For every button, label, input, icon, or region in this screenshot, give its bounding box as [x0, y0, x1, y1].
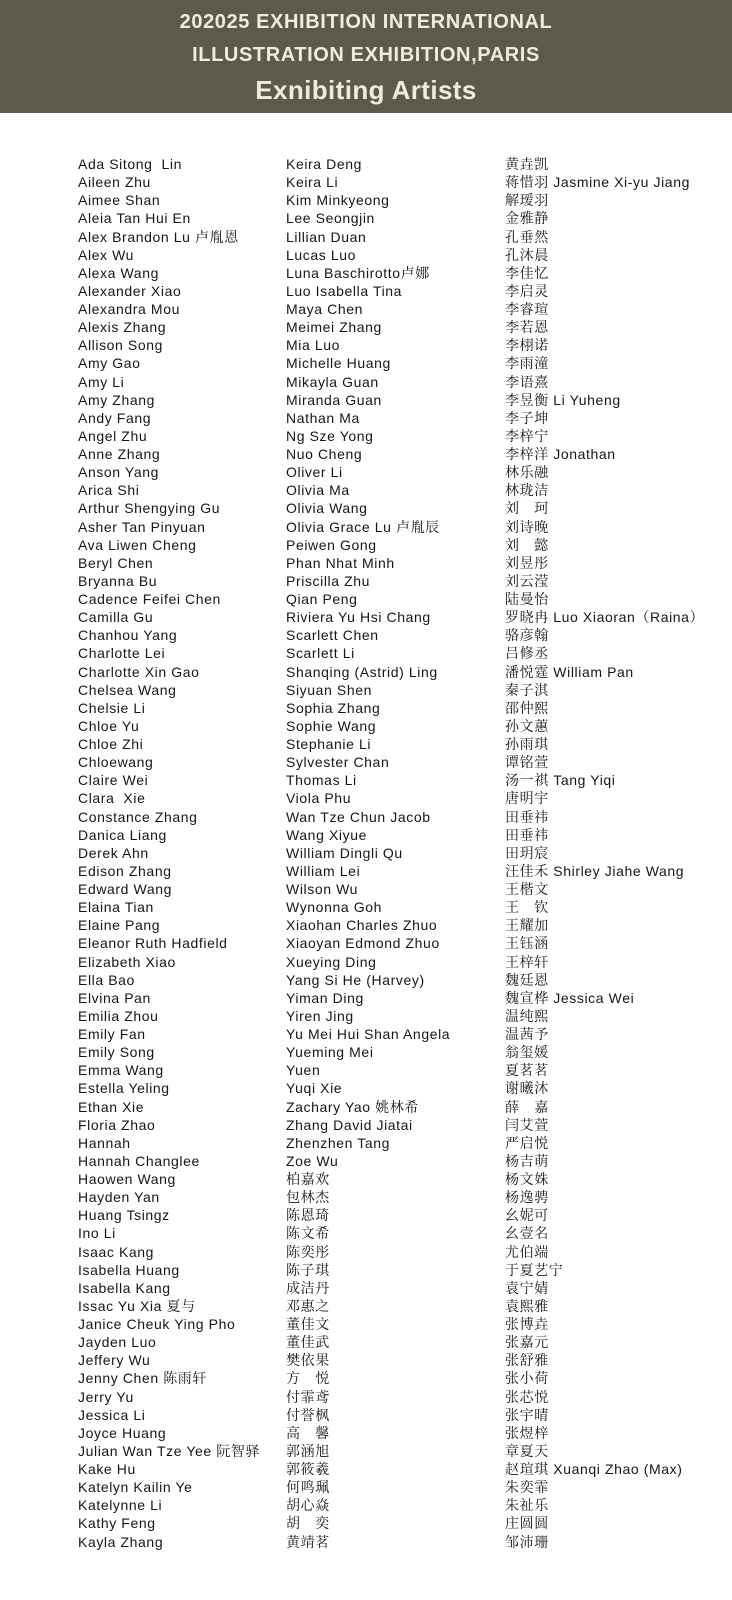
artist-name: 林珑洁 — [505, 482, 549, 499]
artist-name: 蒋惜羽 Jasmine Xi-yu Jiang — [505, 174, 690, 191]
artist-name: Jenny Chen 陈雨轩 — [78, 1370, 208, 1387]
artist-column-1 — [78, 155, 286, 1551]
artist-name: 李睿瑄 — [505, 301, 549, 317]
artist-name: Emma Wang — [78, 1062, 164, 1079]
artist-name: 孙文蕙 — [505, 717, 549, 734]
artist-name: 李昱衡 Li Yuheng — [505, 391, 621, 408]
artist-name: William Dingli Qu — [286, 844, 403, 861]
artist-name: Alex Brandon Lu 卢胤恩 — [78, 228, 239, 245]
artist-name: Elizabeth Xiao — [78, 953, 176, 970]
artist-name: Hannah — [78, 1134, 131, 1151]
artist-name: 邹沛珊 — [505, 1533, 549, 1550]
artist-name: 翁玺媛 — [505, 1044, 549, 1061]
artist-name: Yueming Mei — [286, 1044, 374, 1061]
artist-name: 李子坤 — [505, 409, 549, 426]
artist-name: Isaac Kang — [78, 1243, 155, 1260]
artist-name: Huang Tsingz — [78, 1207, 170, 1224]
artist-name: 黄垚凯 — [505, 156, 549, 172]
artist-name: Maya Chen — [286, 301, 363, 317]
artist-name: Chloe Yu — [78, 717, 140, 734]
artist-name: Allison Song — [78, 337, 164, 354]
exhibition-title-line1: 202025 EXHIBITION INTERNATIONAL — [179, 11, 553, 33]
artist-name: Stephanie Li — [286, 736, 372, 752]
artist-name: 何鸣珮 — [286, 1479, 330, 1496]
artist-name: Kim Minkyeong — [286, 192, 390, 209]
artist-name: Elaine Pang — [78, 917, 161, 934]
artist-name: Edward Wang — [78, 881, 173, 897]
artist-name: William Lei — [286, 862, 361, 879]
artist-name: Yuen — [286, 1062, 321, 1079]
artist-name: 汤一祺 Tang Yiqi — [505, 772, 616, 789]
artist-name: 陈奕彤 — [286, 1243, 330, 1260]
artist-name: 李若恩 — [505, 319, 549, 336]
artist-name: Luo Isabella Tina — [286, 282, 403, 299]
artist-name: Olivia Wang — [286, 500, 368, 517]
artist-name: Aleia Tan Hui En — [78, 210, 191, 227]
artist-name: 胡心焱 — [286, 1497, 330, 1514]
artist-name: 林乐融 — [505, 464, 549, 481]
artist-name: Elaina Tian — [78, 899, 154, 916]
artist-name: Joyce Huang — [78, 1424, 167, 1441]
artist-name: 高 馨 — [286, 1424, 330, 1441]
artist-name: Bryanna Bu — [78, 572, 158, 589]
artist-name: 朱奕霏 — [505, 1479, 549, 1496]
artist-name: Viola Phu — [286, 790, 352, 807]
artist-name: Mikayla Guan — [286, 373, 379, 390]
artist-name: 田垂祎 — [505, 808, 549, 825]
artist-name: Derek Ahn — [78, 844, 149, 861]
artist-name: Estella Yeling — [78, 1080, 170, 1097]
artist-name: 袁宁婧 — [505, 1279, 549, 1296]
artist-name: Jerry Yu — [78, 1388, 134, 1405]
artist-name: 孔沐晨 — [505, 246, 549, 263]
artist-name: Phan Nhat Minh — [286, 554, 395, 571]
artist-name: 谭铭萱 — [505, 754, 549, 771]
artist-name: Wynonna Goh — [286, 899, 382, 916]
artist-name: 杨吉萌 — [505, 1152, 549, 1169]
artist-name: Jeffery Wu — [78, 1352, 151, 1369]
artist-name: 付誉枫 — [286, 1406, 330, 1423]
artist-name: 骆彦翰 — [505, 627, 549, 644]
artist-name: 尤伯端 — [505, 1243, 549, 1260]
artist-name: 潘悦霆 William Pan — [505, 663, 634, 680]
artist-name: 邵仲熙 — [505, 699, 549, 716]
artist-name: 幺妮可 — [505, 1207, 549, 1224]
artist-name: 王钰涵 — [505, 935, 549, 952]
artist-name: Miranda Guan — [286, 391, 382, 408]
artist-name: 李雨潼 — [505, 355, 549, 372]
artist-name: Nuo Cheng — [286, 446, 363, 462]
artist-name: Yiren Jing — [286, 1007, 354, 1024]
artist-name: Aimee Shan — [78, 192, 161, 209]
artist-name: 杨文姝 — [505, 1171, 549, 1187]
artist-name: 解瑷羽 — [505, 192, 549, 209]
artist-name: Amy Gao — [78, 355, 141, 372]
artist-name: Charlotte Lei — [78, 645, 166, 662]
artist-name: Sylvester Chan — [286, 754, 390, 771]
artist-name: Kayla Zhang — [78, 1533, 164, 1550]
artist-name: 谢曦沐 — [505, 1080, 549, 1097]
artist-name: Constance Zhang — [78, 808, 198, 825]
artist-name: Isabella Kang — [78, 1279, 171, 1296]
artist-name: 闫艾萱 — [505, 1116, 549, 1133]
artist-name: 张舒雅 — [505, 1352, 549, 1369]
exhibition-title-line2: ILLUSTRATION EXHIBITION,PARIS — [192, 44, 540, 66]
artist-name: 王梓轩 — [505, 953, 549, 970]
artist-name: Yu Mei Hui Shan Angela — [286, 1026, 451, 1042]
artist-name: Arica Shi — [78, 482, 140, 499]
artist-name: 张博垚 — [505, 1316, 549, 1332]
artist-name: Sophia Zhang — [286, 699, 381, 716]
artist-name: 董佳文 — [286, 1316, 330, 1332]
artist-name: Floria Zhao — [78, 1116, 156, 1133]
artist-name: Lillian Duan — [286, 228, 367, 245]
artist-name: 成洁丹 — [286, 1279, 330, 1296]
artist-name: 柏嘉欢 — [286, 1171, 330, 1187]
artist-name: 袁熙雅 — [505, 1297, 549, 1314]
artist-name: Priscilla Zhu — [286, 572, 371, 589]
artist-name: Keira Li — [286, 174, 339, 191]
artist-name: 王 钦 — [505, 899, 549, 916]
artist-name: 胡 奕 — [286, 1515, 330, 1532]
artist-name: Nathan Ma — [286, 409, 360, 426]
artist-name: Xueying Ding — [286, 953, 377, 970]
artist-name: Hannah Changlee — [78, 1152, 200, 1169]
artist-name: 郭涵旭 — [286, 1442, 330, 1459]
artist-name: Wilson Wu — [286, 881, 359, 897]
artist-name: Kathy Feng — [78, 1515, 156, 1532]
artist-name: 方 悦 — [286, 1370, 330, 1387]
artist-name: Lee Seongjin — [286, 210, 375, 227]
artist-name: Yiman Ding — [286, 989, 364, 1006]
artist-name: Emily Song — [78, 1044, 155, 1061]
artist-name: 庄圆圆 — [505, 1515, 549, 1532]
artist-name: Zhang David Jiatai — [286, 1116, 413, 1133]
artist-name: 汪佳禾 Shirley Jiahe Wang — [505, 862, 685, 879]
artist-name: Yuqi Xie — [286, 1080, 343, 1097]
artist-name: Clara Xie — [78, 790, 146, 807]
artist-name: Sophie Wang — [286, 717, 377, 734]
artist-name: 幺壹名 — [505, 1225, 549, 1242]
artist-name: 温茜予 — [505, 1026, 549, 1042]
artist-name: 严启悦 — [505, 1134, 549, 1151]
artist-name: Katelyn Kailin Ye — [78, 1479, 193, 1496]
artist-name: Haowen Wang — [78, 1171, 176, 1187]
artist-name: Amy Li — [78, 373, 125, 390]
exhibition-header — [0, 0, 732, 113]
artist-name: 陈文希 — [286, 1225, 330, 1242]
artist-name: 田玥宸 — [505, 844, 549, 861]
artist-name: Luna Baschirotto卢娜 — [286, 264, 430, 281]
artist-name: Alexandra Mou — [78, 301, 180, 317]
artist-name: Amy Zhang — [78, 391, 155, 408]
artist-name: Katelynne Li — [78, 1497, 163, 1514]
artist-name: Aileen Zhu — [78, 174, 151, 191]
artist-column-3 — [505, 155, 732, 1551]
artist-name: 田垂祎 — [505, 826, 549, 843]
artist-name: Issac Yu Xia 夏与 — [78, 1297, 196, 1314]
artist-name: 魏廷恩 — [505, 971, 549, 988]
artist-name: Jayden Luo — [78, 1334, 157, 1351]
artist-name: 郭筱羲 — [286, 1461, 330, 1477]
artist-name: Kake Hu — [78, 1461, 136, 1477]
artist-name: Ava Liwen Cheng — [78, 536, 197, 553]
artist-name: 刘 懿 — [505, 536, 549, 553]
artist-name: Camilla Gu — [78, 609, 154, 626]
artist-name: Emily Fan — [78, 1026, 146, 1042]
artist-name: 付霏鸢 — [286, 1388, 330, 1405]
artist-name: Ada Sitong Lin — [78, 156, 182, 172]
artist-name: 张嘉元 — [505, 1334, 549, 1351]
artist-name: 朱祉乐 — [505, 1497, 549, 1514]
artist-name: 赵瑄琪 Xuanqi Zhao (Max) — [505, 1461, 683, 1477]
artist-name: Ng Sze Yong — [286, 427, 374, 444]
artist-name: Arthur Shengying Gu — [78, 500, 221, 517]
artist-name: Alexa Wang — [78, 264, 159, 281]
artist-name: Oliver Li — [286, 464, 343, 481]
artist-name: Chelsea Wang — [78, 681, 177, 698]
artist-name: Scarlett Li — [286, 645, 355, 662]
artist-name: 黄靖茗 — [286, 1533, 330, 1550]
artist-name: Alexander Xiao — [78, 282, 182, 299]
artist-name: Siyuan Shen — [286, 681, 372, 698]
artist-name: Beryl Chen — [78, 554, 154, 571]
artist-name: 杨逸骋 — [505, 1189, 549, 1206]
artist-name: Alexis Zhang — [78, 319, 167, 336]
artist-name: Keira Deng — [286, 156, 363, 172]
artist-name: Chloe Zhi — [78, 736, 144, 752]
artist-name: Chloewang — [78, 754, 154, 771]
artist-name: Ella Bao — [78, 971, 135, 988]
artist-name: Shanqing (Astrid) Ling — [286, 663, 438, 680]
artist-list — [0, 113, 732, 1551]
artist-name: Xiaoyan Edmond Zhuo — [286, 935, 440, 952]
artist-name: 章夏天 — [505, 1442, 549, 1459]
artist-name: 陈子琪 — [286, 1261, 330, 1278]
artist-name: Emilia Zhou — [78, 1007, 159, 1024]
artist-name: Anson Yang — [78, 464, 159, 481]
artist-name: 陈恩琦 — [286, 1207, 330, 1224]
artist-name: 邓惠之 — [286, 1297, 330, 1314]
artist-name: Jessica Li — [78, 1406, 146, 1423]
artist-name: 刘 珂 — [505, 500, 549, 517]
artist-name: Ethan Xie — [78, 1098, 145, 1115]
artist-name: Chelsie Li — [78, 699, 146, 716]
artist-name: Mia Luo — [286, 337, 341, 354]
artist-name: Thomas Li — [286, 772, 357, 789]
artist-name: 李梓宁 — [505, 427, 549, 444]
artist-name: Danica Liang — [78, 826, 167, 843]
artist-name: Xiaohan Charles Zhuo — [286, 917, 438, 934]
artist-name: Zoe Wu — [286, 1152, 339, 1169]
artist-name: Isabella Huang — [78, 1261, 180, 1278]
artist-name: 张芯悦 — [505, 1388, 549, 1405]
artist-name: 包林杰 — [286, 1189, 330, 1206]
artist-name: Meimei Zhang — [286, 319, 382, 336]
artist-name: 夏茗茗 — [505, 1062, 549, 1079]
artist-name: 张小荷 — [505, 1370, 549, 1387]
artist-name: Wang Xiyue — [286, 826, 367, 843]
artist-name: 刘云滢 — [505, 572, 549, 589]
artist-name: 金雅静 — [505, 210, 549, 227]
artist-name: 唐明宇 — [505, 790, 549, 807]
artist-name: Scarlett Chen — [286, 627, 379, 644]
artist-name: Ino Li — [78, 1225, 116, 1242]
artist-name: Eleanor Ruth Hadfield — [78, 935, 228, 952]
artist-name: 樊依果 — [286, 1352, 330, 1369]
artist-name: 张宇晴 — [505, 1406, 549, 1423]
artist-name: Michelle Huang — [286, 355, 391, 372]
artist-name: Asher Tan Pinyuan — [78, 518, 206, 535]
artist-name: Lucas Luo — [286, 246, 357, 263]
artist-name: 吕修丞 — [505, 645, 549, 662]
artist-name: 孙雨琪 — [505, 736, 549, 752]
artist-name: Chanhou Yang — [78, 627, 178, 644]
artist-name: 孔垂然 — [505, 228, 549, 245]
artist-name: Peiwen Gong — [286, 536, 377, 553]
artist-name: 李语熹 — [505, 373, 549, 390]
artist-name: Zhenzhen Tang — [286, 1134, 391, 1151]
artist-name: Charlotte Xin Gao — [78, 663, 200, 680]
artist-name: 魏宣桦 Jessica Wei — [505, 989, 635, 1006]
artist-name: Claire Wei — [78, 772, 149, 789]
artist-name: 李佳忆 — [505, 264, 549, 281]
artist-name: Cadence Feifei Chen — [78, 591, 221, 607]
artist-name: 刘昱彤 — [505, 554, 549, 571]
artist-name: Wan Tze Chun Jacob — [286, 808, 431, 825]
artist-name: 王耀加 — [505, 917, 549, 934]
artist-name: Olivia Ma — [286, 482, 350, 499]
artist-name: 秦子淇 — [505, 681, 549, 698]
artist-name: Elvina Pan — [78, 989, 151, 1006]
artist-name: 刘诗晚 — [505, 518, 549, 535]
artist-name: Andy Fang — [78, 409, 152, 426]
artist-name: 李梓洋 Jonathan — [505, 446, 616, 462]
artist-name: Olivia Grace Lu 卢胤辰 — [286, 518, 440, 535]
artist-name: 张煜梓 — [505, 1424, 549, 1441]
artist-name: 李启灵 — [505, 282, 549, 299]
artist-name: Alex Wu — [78, 246, 135, 263]
artist-name: 温纯熙 — [505, 1007, 549, 1024]
artist-name: Yang Si He (Harvey) — [286, 971, 425, 988]
artist-name: 罗晓冉 Luo Xiaoran（Raina） — [505, 609, 705, 626]
artist-name: 于夏艺宁 — [505, 1261, 564, 1278]
artist-name: 李栩诺 — [505, 337, 549, 354]
artist-name: Hayden Yan — [78, 1189, 160, 1206]
exhibiting-artists-subtitle: Exnibiting Artists — [255, 75, 477, 105]
artist-name: 王楷文 — [505, 881, 549, 897]
artist-name: Edison Zhang — [78, 862, 172, 879]
artist-name: Angel Zhu — [78, 427, 148, 444]
artist-name: Zachary Yao 姚林希 — [286, 1098, 419, 1115]
artist-name: 薛 嘉 — [505, 1098, 549, 1115]
artist-column-2 — [286, 155, 505, 1551]
artist-name: Janice Cheuk Ying Pho — [78, 1316, 236, 1332]
artist-name: Anne Zhang — [78, 446, 161, 462]
artist-name: 陆曼怡 — [505, 591, 549, 607]
artist-name: Qian Peng — [286, 591, 358, 607]
artist-name: Riviera Yu Hsi Chang — [286, 609, 431, 626]
artist-name: Julian Wan Tze Yee 阮智驿 — [78, 1442, 261, 1459]
artist-name: 董佳武 — [286, 1334, 330, 1351]
